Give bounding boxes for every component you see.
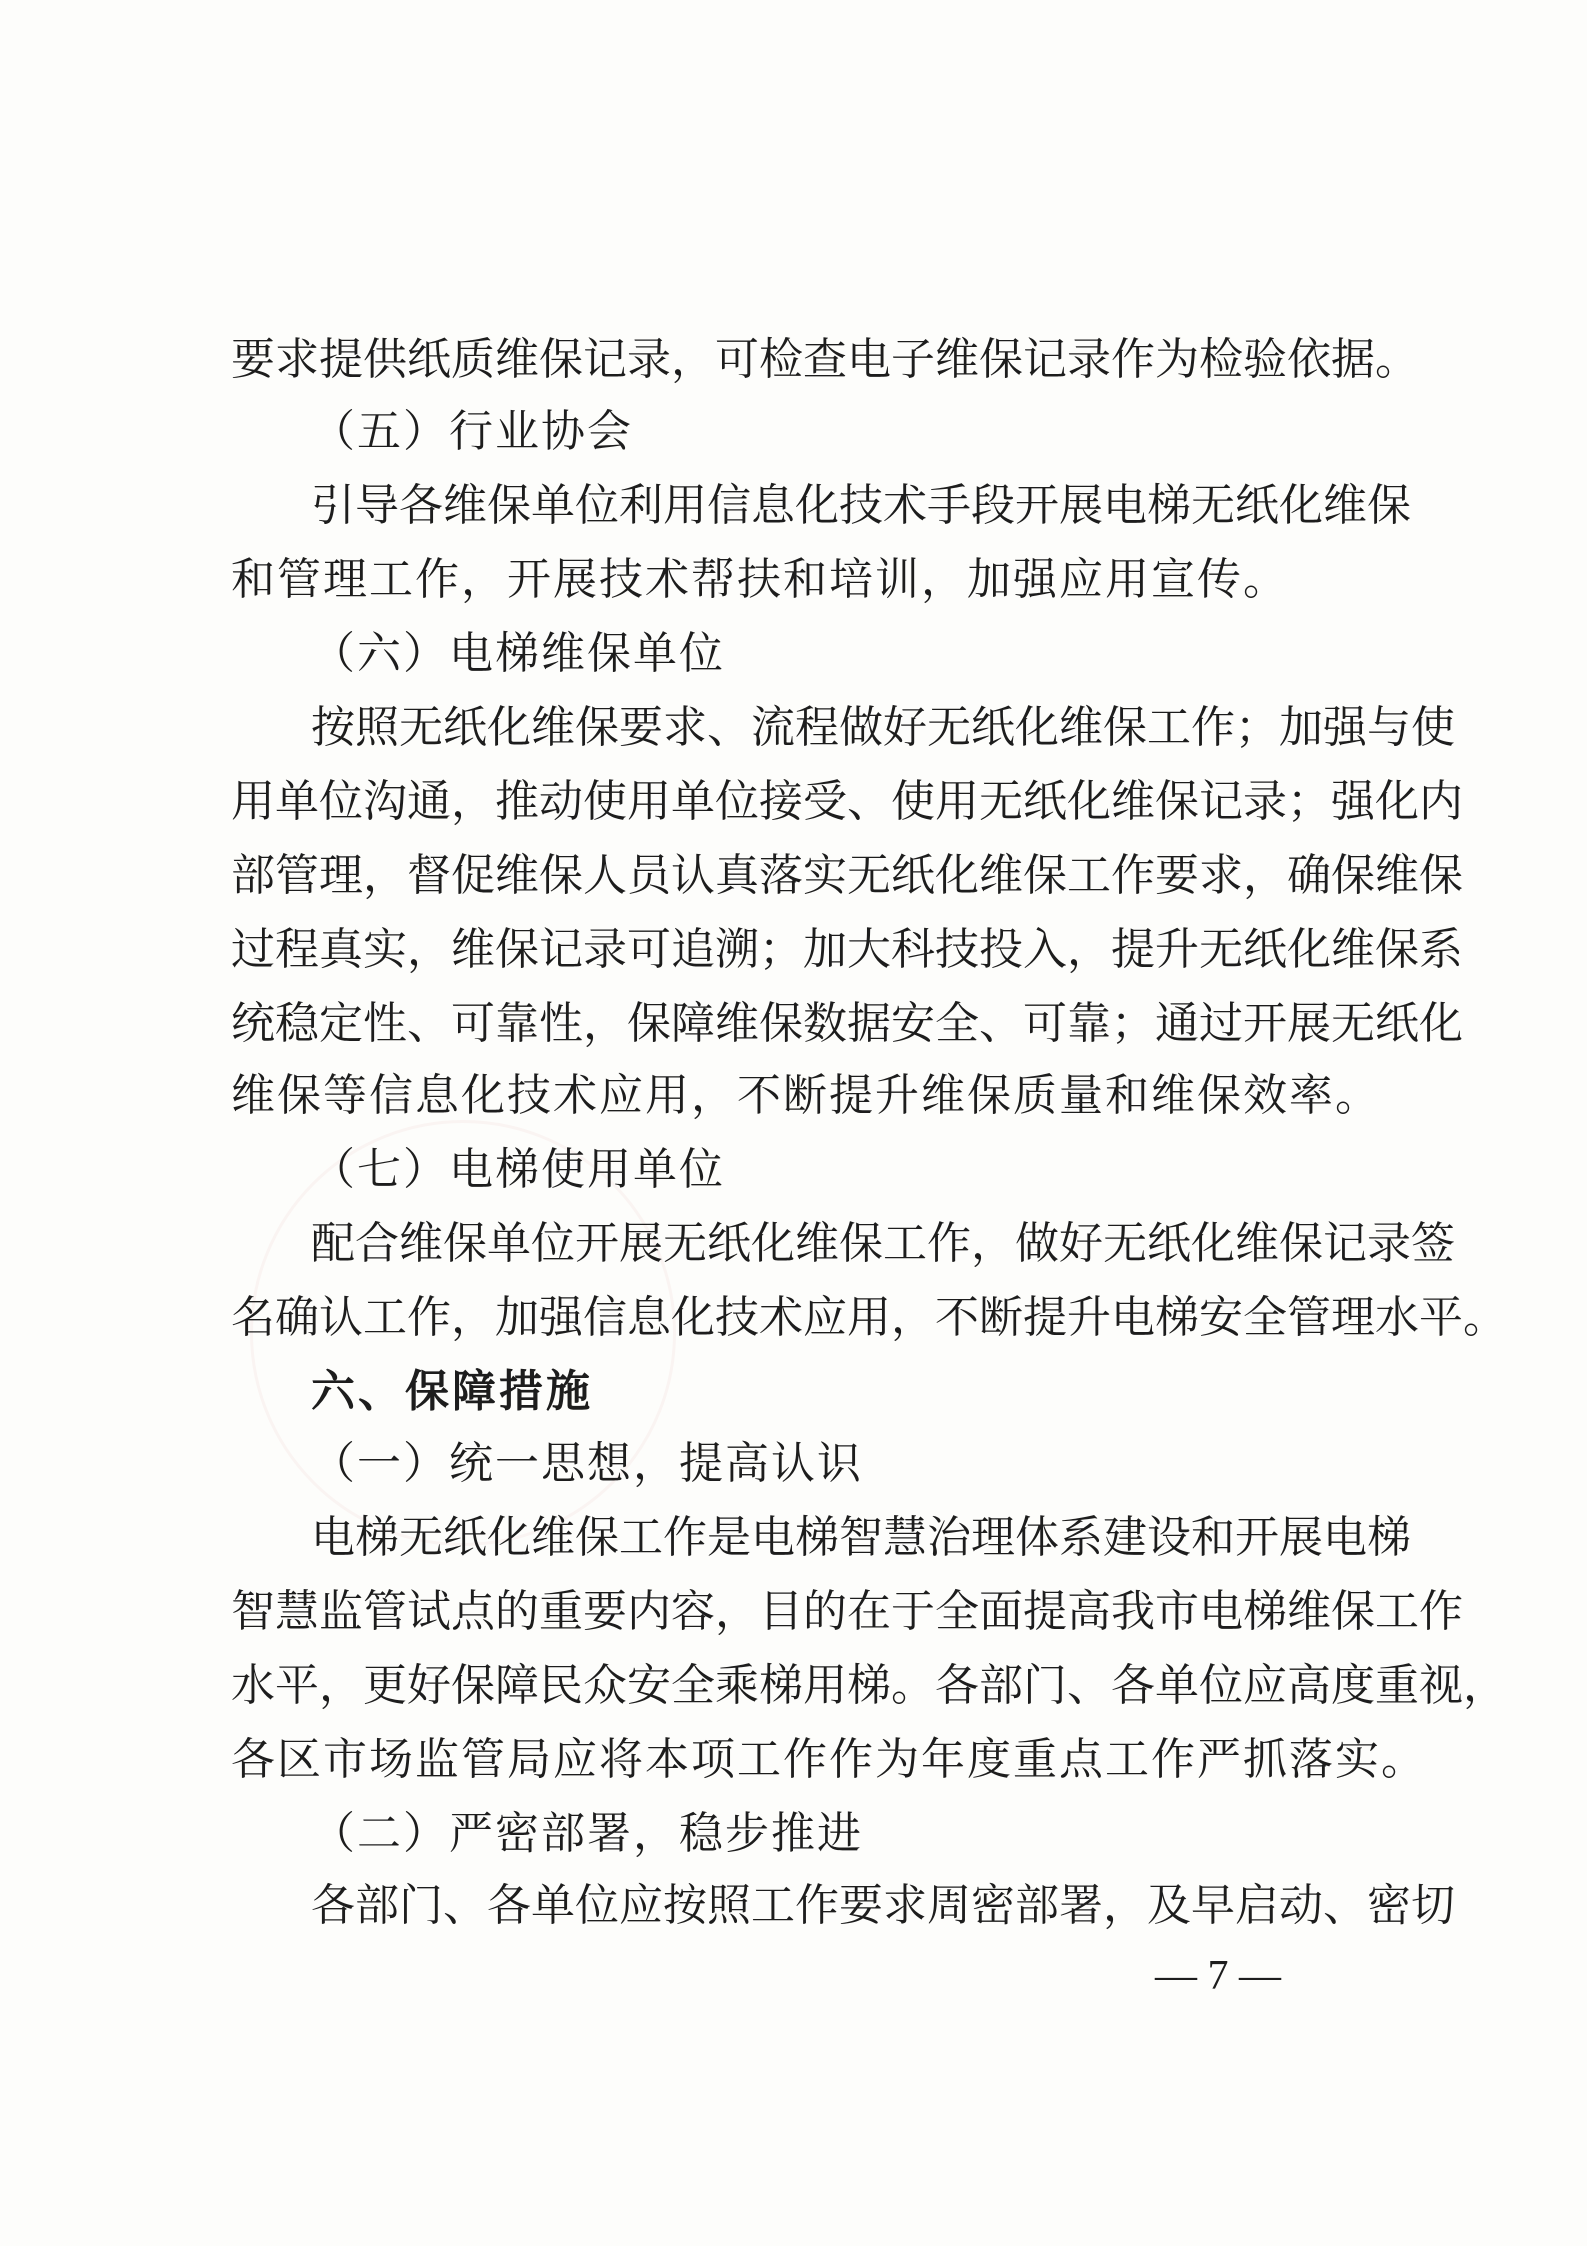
section-heading-six: （六）电梯维保单位 — [311, 628, 725, 679]
page-number: — 7 — — [1155, 1953, 1281, 1999]
body-line-13: 配 合 维 保 单 位 开 展 无 纸 化 维 保 工 作 ， 做 好 无 纸 化 维 保 记 录 签 — [311, 1218, 1455, 1269]
body-line-3: 引 导 各 维 保 单 位 利 用 信 息 化 技 术 手 段 开 展 电 梯 无 纸 化 维 保 — [311, 480, 1411, 531]
body-line-4: 和管理工作，开展技术帮扶和培训，加强应用宣传。 — [231, 554, 1289, 605]
body-line-22: 各 部 门 、 各 单 位 应 按 照 工 作 要 求 周 密 部 署 ， 及 早 启 动 、 密 切 — [311, 1880, 1455, 1931]
body-line-8: 部 管 理 ， 督 促 维 保 人 员 认 真 落 实 无 纸 化 维 保 工 作 要 求 ， 确 保 维 保 — [231, 850, 1463, 901]
body-line-11: 维保等信息化技术应用，不断提升维保质量和维保效率。 — [231, 1070, 1381, 1121]
section-heading-one: （一）统一思想，提高认识 — [311, 1438, 863, 1489]
body-line-1: 要 求 提 供 纸 质 维 保 记 录 ， 可 检 查 电 子 维 保 记 录 作 为 检 验 依 据 。 — [231, 334, 1419, 385]
body-line-14: 名 确 认 工 作 ， 加 强 信 息 化 技 术 应 用 ， 不 断 提 升 电 梯 安 全 管 理 水 平 。 — [231, 1292, 1507, 1343]
body-line-17: 电 梯 无 纸 化 维 保 工 作 是 电 梯 智 慧 治 理 体 系 建 设 和 开 展 电 梯 — [311, 1512, 1411, 1563]
body-line-7: 用 单 位 沟 通 ， 推 动 使 用 单 位 接 受 、 使 用 无 纸 化 维 保 记 录 ； 强 化 内 — [231, 776, 1463, 827]
body-line-6: 按 照 无 纸 化 维 保 要 求 、 流 程 做 好 无 纸 化 维 保 工 作 ； 加 强 与 使 — [311, 702, 1455, 753]
section-heading-seven: （七）电梯使用单位 — [311, 1144, 725, 1195]
body-line-18: 智 慧 监 管 试 点 的 重 要 内 容 ， 目 的 在 于 全 面 提 高 我 市 电 梯 维 保 工 作 — [231, 1586, 1463, 1637]
body-line-10: 统 稳 定 性 、 可 靠 性 ， 保 障 维 保 数 据 安 全 、 可 靠 ； 通 过 开 展 无 纸 化 — [231, 998, 1463, 1049]
section-heading-five: （五）行业协会 — [311, 406, 633, 457]
body-line-9: 过 程 真 实 ， 维 保 记 录 可 追 溯 ； 加 大 科 技 投 入 ， 提 升 无 纸 化 维 保 系 — [231, 924, 1463, 975]
section-heading-two: （二）严密部署，稳步推进 — [311, 1808, 863, 1859]
body-line-19: 水 平 ， 更 好 保 障 民 众 安 全 乘 梯 用 梯 。 各 部 门 、 各 单 位 应 高 度 重 视 ， — [231, 1660, 1507, 1711]
chapter-heading-six: 六、保障措施 — [311, 1366, 593, 1417]
body-line-20: 各区市场监管局应将本项工作作为年度重点工作严抓落实。 — [231, 1734, 1427, 1785]
